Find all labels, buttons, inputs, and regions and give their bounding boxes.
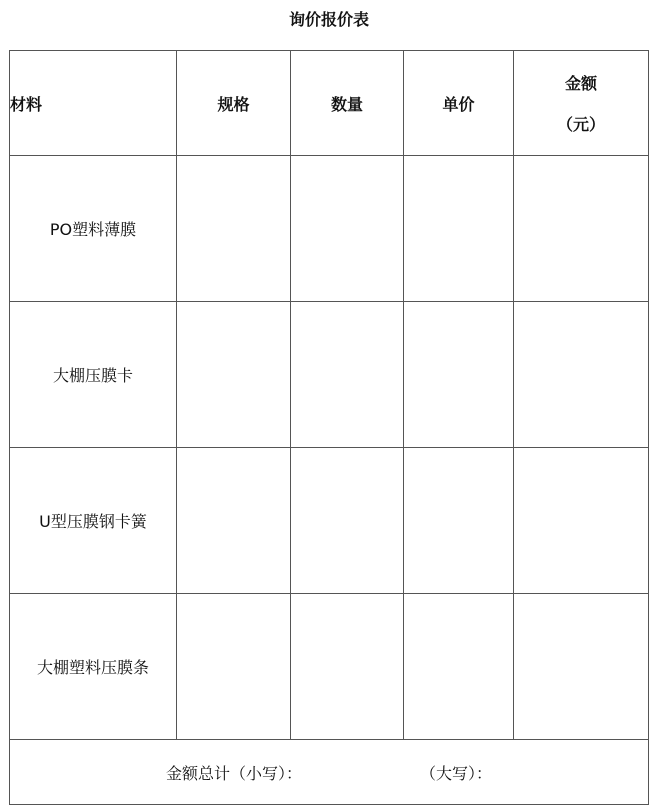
table-row <box>10 448 649 594</box>
spec-cell[interactable] <box>177 302 291 448</box>
amount-cell[interactable] <box>514 448 649 594</box>
total-cell <box>10 740 649 805</box>
quote-table <box>9 50 649 805</box>
table-row <box>10 594 649 740</box>
quantity-cell[interactable] <box>291 156 404 302</box>
material-cell: 大棚压膜卡 <box>10 302 177 448</box>
header-unit-price: 单价 <box>404 51 514 156</box>
header-material: 材料 <box>10 51 177 156</box>
spec-cell[interactable] <box>177 156 291 302</box>
table-row <box>10 156 649 302</box>
unit-price-cell[interactable] <box>404 156 514 302</box>
unit-price-cell[interactable] <box>404 302 514 448</box>
material-cell: 大棚塑料压膜条 <box>10 594 177 740</box>
header-amount-unit: （元） <box>556 115 605 134</box>
amount-cell[interactable] <box>514 594 649 740</box>
total-small-label: 金额总计（小写）： <box>165 763 302 783</box>
unit-price-cell[interactable] <box>404 448 514 594</box>
header-amount-label: 金额 <box>564 74 597 93</box>
quantity-cell[interactable] <box>291 448 404 594</box>
header-row <box>10 51 649 156</box>
spec-cell[interactable] <box>177 594 291 740</box>
table-row <box>10 302 649 448</box>
material-cell: PO塑料薄膜 <box>10 156 177 302</box>
quantity-cell[interactable] <box>291 594 404 740</box>
amount-cell[interactable] <box>514 156 649 302</box>
unit-price-cell[interactable] <box>404 594 514 740</box>
total-row <box>10 740 649 805</box>
material-cell: U型压膜钢卡簧 <box>10 448 177 594</box>
spec-cell[interactable] <box>177 448 291 594</box>
header-quantity: 数量 <box>291 51 404 156</box>
header-spec: 规格 <box>177 51 291 156</box>
page-title: 询价报价表 <box>288 10 369 29</box>
amount-cell[interactable] <box>514 302 649 448</box>
quantity-cell[interactable] <box>291 302 404 448</box>
total-big-label: （大写）： <box>420 763 493 783</box>
header-amount <box>514 51 649 156</box>
